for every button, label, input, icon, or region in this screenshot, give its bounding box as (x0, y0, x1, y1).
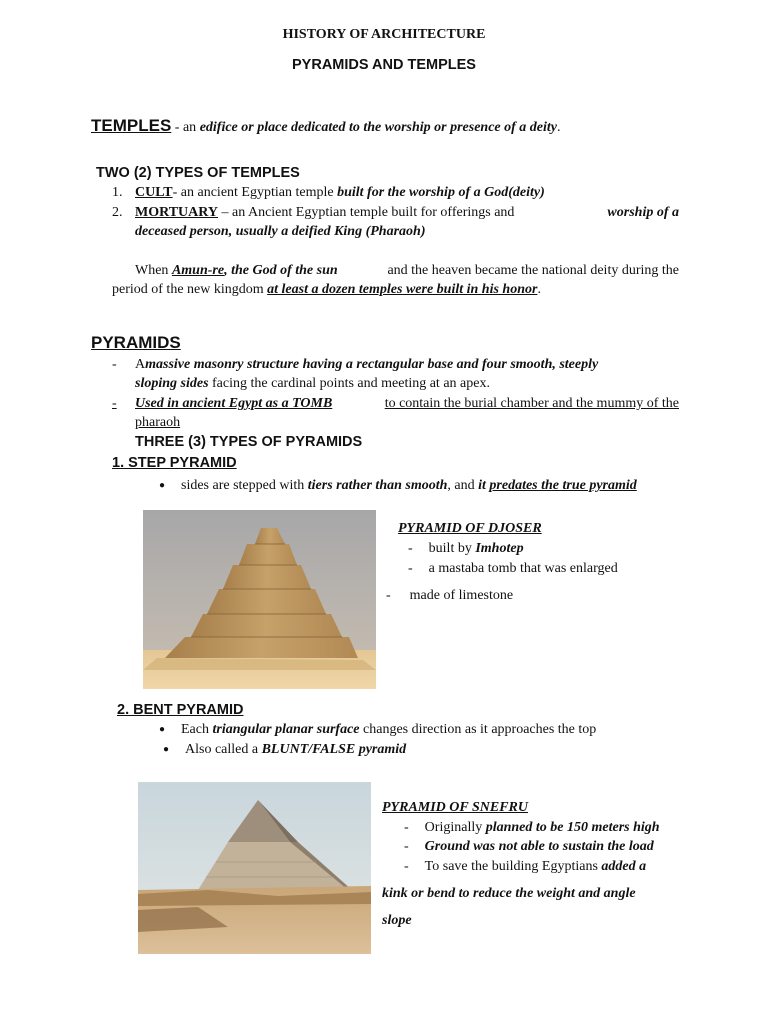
pyramid-def-emph1: massive masonry structure having a rectangular base and four smooth, steeply (145, 357, 599, 372)
bent-bullet-2 (185, 742, 406, 758)
djoser-title-text: PYRAMID OF DJOSER (398, 521, 542, 536)
snefru-item-2 (404, 839, 654, 855)
mortuary-plain: – an Ancient Egyptian temple built for offerings and (218, 205, 515, 220)
temples-definition-text: edifice or place dedicated to the worship or presence of a deity (199, 120, 558, 135)
bent-b1a: Each (181, 722, 213, 737)
pyramids-heading: PYRAMIDS (91, 333, 181, 352)
tomb-rest: to contain the burial chamber and the mummy of the (384, 396, 679, 411)
pyramid-def-line2 (135, 376, 490, 392)
snefru-i3a: To save the building Egyptians (424, 859, 602, 874)
bent-b2a: Also called a (185, 742, 262, 757)
cult-number: 1. (112, 185, 123, 200)
snefru-line-2: kink or bend to reduce the weight and angle (382, 886, 636, 901)
bent-bullet-1 (181, 722, 596, 738)
step-bullet-e: predates the true pyramid (489, 478, 637, 493)
temple-types-heading: TWO (2) TYPES OF TEMPLES (96, 165, 300, 181)
djoser-dash-2: - (408, 561, 413, 576)
cult-item (112, 185, 123, 201)
bent-b2b: BLUNT/FALSE pyramid (261, 742, 407, 757)
amun-paragraph-line2 (112, 282, 541, 298)
mortuary-emph1: worship of a (607, 205, 679, 220)
djoser-dash-3: - (386, 588, 391, 603)
pyramid-types-heading: THREE (3) TYPES OF PYRAMIDS (135, 434, 363, 450)
cult-text (135, 185, 545, 201)
snefru-i1a: Originally (424, 820, 486, 835)
snefru-i2: Ground was not able to sustain the load (424, 839, 654, 854)
para-heaven: and the heaven became the national deity during the (387, 263, 679, 278)
snefru-dash-2: - (404, 839, 409, 854)
pyramid-def-rest: facing the cardinal points and meeting at an apex. (208, 376, 490, 391)
djoser-dash-1: - (408, 541, 413, 556)
god-of-sun: , the God of the sun (224, 263, 338, 278)
cult-plain: - an ancient Egyptian temple (172, 185, 338, 200)
djoser-example-title (385, 521, 542, 537)
temples-dash: - an (171, 120, 200, 135)
temples-period: . (557, 120, 561, 135)
pyramid-def-a: A (135, 357, 146, 372)
tomb-dash-text: - (112, 396, 117, 411)
tomb-line2: pharaoh (135, 415, 181, 430)
snefru-example-title: PYRAMID OF SNEFRU (382, 800, 529, 815)
page-title: PYRAMIDS AND TEMPLES (292, 57, 476, 73)
snefru-dash-1: - (404, 820, 409, 835)
tomb-line1 (135, 396, 679, 412)
step-bullet (181, 478, 637, 494)
snefru-line-3: slope (382, 913, 412, 928)
amun-paragraph-line1 (135, 263, 679, 279)
snefru-i3b: added a (601, 859, 647, 874)
pyramid-def-dash: - (112, 357, 117, 372)
tomb-emph: Used in ancient Egypt as a TOMB (135, 396, 333, 411)
bent-b1c: changes direction as it approaches the top (359, 722, 597, 737)
amun-re: Amun-re (171, 263, 225, 278)
step-pyramid-image (143, 510, 376, 689)
snefru-i1b: planned to be 150 meters high (485, 820, 660, 835)
pyramid-def-emph2: sloping sides (135, 376, 209, 391)
bent-pyramid-image (138, 782, 371, 954)
para-period: period of the new kingdom (112, 282, 268, 297)
step-bullet-b: tiers rather than smooth (307, 478, 448, 493)
temples-term: TEMPLES (91, 116, 172, 135)
snefru-item-1 (404, 820, 660, 836)
step-bullet-a: sides are stepped with (181, 478, 308, 493)
cult-emph: built for the worship of a God(deity) (337, 185, 545, 200)
mortuary-text-line2: deceased person, usually a deified King (Pharaoh) (135, 224, 426, 239)
djoser-item-2 (408, 561, 618, 577)
djoser-built-by: built by (428, 541, 476, 556)
temples-definition (91, 116, 561, 136)
mortuary-text (135, 205, 679, 221)
bent-b1b: triangular planar surface (212, 722, 360, 737)
tomb-dash (112, 396, 131, 412)
course-title: HISTORY OF ARCHITECTURE (282, 27, 486, 42)
step-pyramid-heading: 1. STEP PYRAMID (112, 455, 237, 471)
djoser-item-1 (408, 541, 524, 557)
mortuary-number: 2. (112, 205, 123, 220)
para-when: When (135, 263, 172, 278)
snefru-item-3 (404, 859, 646, 875)
para-honor: at least a dozen temples were built in his honor (267, 282, 538, 297)
step-bullet-c: , and (447, 478, 479, 493)
djoser-limestone: made of limestone (409, 588, 514, 603)
mortuary-term: MORTUARY (135, 205, 219, 220)
step-bullet-d: it (478, 478, 490, 493)
bent-pyramid-heading: 2. BENT PYRAMID (117, 702, 244, 718)
djoser-imhotep: Imhotep (475, 541, 524, 556)
snefru-dash-3: - (404, 859, 409, 874)
pyramid-def-line1 (135, 357, 679, 373)
cult-term: CULT (135, 185, 173, 200)
djoser-mastaba: a mastaba tomb that was enlarged (428, 561, 618, 576)
para-period-end: . (537, 282, 541, 297)
djoser-item-3 (386, 588, 513, 604)
